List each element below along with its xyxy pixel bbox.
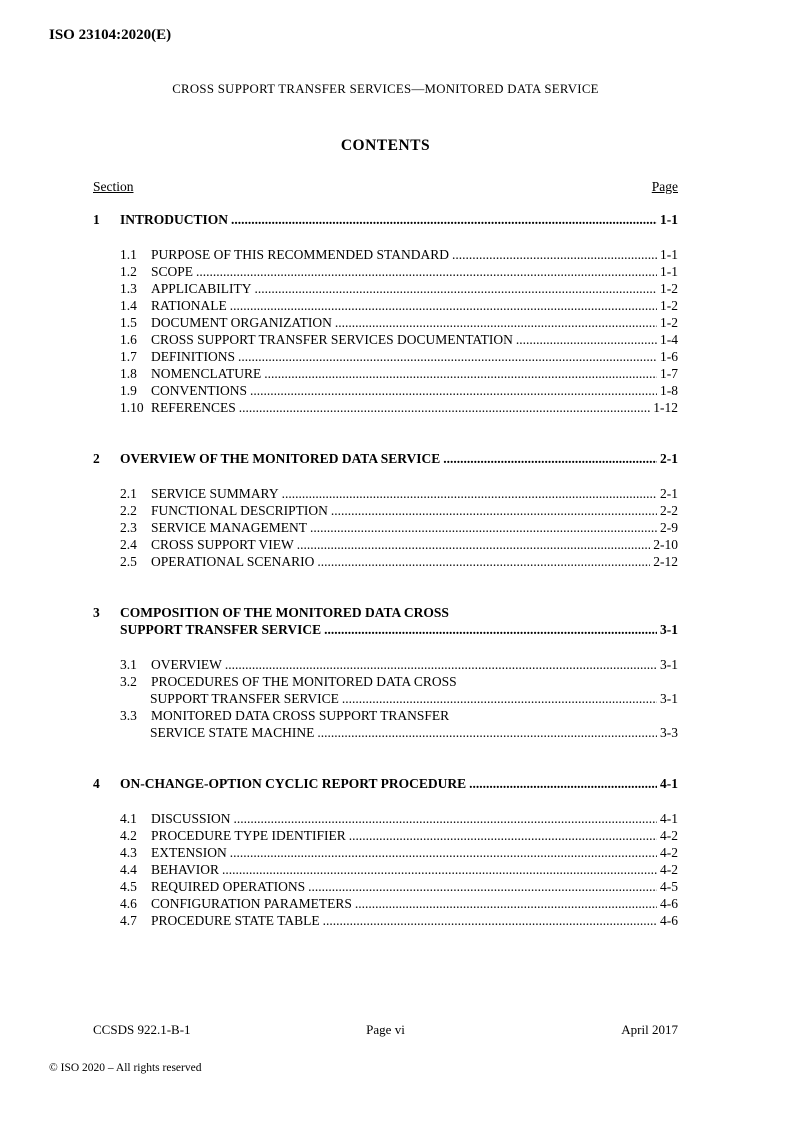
toc-entry-1-2[interactable] — [93, 263, 678, 280]
toc-entry-4-2[interactable] — [93, 827, 678, 844]
toc-entry-title: ON-CHANGE-OPTION CYCLIC REPORT PROCEDURE — [120, 776, 467, 791]
toc-entry-number: 1.8 — [120, 366, 137, 381]
toc-entry-3-2-line1[interactable] — [93, 673, 678, 690]
toc-entry-chapter-2[interactable] — [93, 450, 678, 467]
toc-entry-1-5[interactable] — [93, 314, 678, 331]
toc-entry-page: 1-1 — [660, 264, 678, 279]
toc-entry-page: 4-6 — [660, 896, 678, 911]
toc-entry-chapter-3-line1[interactable] — [93, 604, 678, 621]
table-of-contents — [93, 211, 678, 929]
toc-entry-number: 3.2 — [120, 674, 137, 689]
toc-entry-number: 2.5 — [120, 554, 137, 569]
toc-entry-title: CONVENTIONS — [151, 383, 247, 398]
toc-entry-page: 2-12 — [653, 554, 678, 569]
toc-entry-4-6[interactable] — [93, 895, 678, 912]
dot-leader — [225, 656, 657, 673]
toc-entry-title: DOCUMENT ORGANIZATION — [151, 315, 332, 330]
dot-leader — [323, 912, 657, 929]
toc-entry-page: 2-2 — [660, 503, 678, 518]
dot-leader — [234, 810, 657, 827]
toc-entry-title: PURPOSE OF THIS RECOMMENDED STANDARD — [151, 247, 449, 262]
toc-entry-page: 4-2 — [660, 828, 678, 843]
toc-entry-title: COMPOSITION OF THE MONITORED DATA CROSS — [120, 605, 449, 620]
toc-entry-title: DEFINITIONS — [151, 349, 235, 364]
toc-entry-2-3[interactable] — [93, 519, 678, 536]
toc-entry-1-10[interactable] — [93, 399, 678, 416]
section-label: Section — [93, 179, 134, 194]
toc-entry-page: 2-1 — [660, 486, 678, 501]
toc-entry-1-7[interactable] — [93, 348, 678, 365]
footer-date: April 2017 — [621, 1022, 678, 1037]
toc-entry-title: OVERVIEW — [151, 657, 222, 672]
dot-leader — [250, 382, 657, 399]
page-label: Page — [651, 179, 678, 194]
toc-entry-page: 4-6 — [660, 913, 678, 928]
toc-entry-number: 1 — [93, 212, 100, 227]
toc-entry-page: 1-1 — [660, 247, 678, 262]
toc-entry-chapter-1[interactable] — [93, 211, 678, 228]
toc-entry-number: 1.10 — [120, 400, 144, 415]
toc-entry-title: PROCEDURE TYPE IDENTIFIER — [151, 828, 346, 843]
toc-entry-number: 4.6 — [120, 896, 137, 911]
dot-leader — [355, 895, 657, 912]
dot-leader — [342, 690, 657, 707]
toc-entry-page: 1-2 — [660, 315, 678, 330]
toc-entry-number: 1.4 — [120, 298, 137, 313]
dot-leader — [469, 775, 657, 792]
dot-leader — [230, 297, 657, 314]
toc-entry-2-4[interactable] — [93, 536, 678, 553]
toc-entry-number: 1.5 — [120, 315, 137, 330]
toc-entry-4-7[interactable] — [93, 912, 678, 929]
toc-entry-number: 1.1 — [120, 247, 137, 262]
toc-entry-number: 3 — [93, 605, 100, 620]
toc-entry-title: REQUIRED OPERATIONS — [151, 879, 306, 894]
toc-entry-number: 2 — [93, 451, 100, 466]
toc-entry-page: 1-6 — [660, 349, 678, 364]
toc-entry-page: 1-2 — [660, 298, 678, 313]
toc-entry-page: 1-7 — [660, 366, 678, 381]
toc-entry-title: INTRODUCTION — [120, 212, 229, 227]
toc-entry-number: 4.1 — [120, 811, 137, 826]
dot-leader — [324, 621, 657, 638]
toc-entry-chapter-4[interactable] — [93, 775, 678, 792]
toc-entry-1-3[interactable] — [93, 280, 678, 297]
page-content — [93, 82, 678, 929]
toc-entry-number: 2.4 — [120, 537, 137, 552]
toc-entry-number: 4.7 — [120, 913, 137, 928]
toc-entry-title: PROCEDURE STATE TABLE — [151, 913, 320, 928]
toc-entry-3-3-line1[interactable] — [93, 707, 678, 724]
dot-leader — [255, 280, 658, 297]
dot-leader — [238, 348, 657, 365]
toc-entry-title: FUNCTIONAL DESCRIPTION — [151, 503, 328, 518]
toc-entry-page: 3-1 — [660, 691, 678, 706]
toc-entry-number: 1.6 — [120, 332, 137, 347]
toc-entry-title: PROCEDURES OF THE MONITORED DATA CROSS — [151, 674, 457, 689]
toc-entry-number: 4.4 — [120, 862, 137, 877]
dot-leader — [239, 399, 650, 416]
dot-leader — [231, 211, 657, 228]
toc-entry-2-5[interactable] — [93, 553, 678, 570]
toc-entry-number: 1.9 — [120, 383, 137, 398]
toc-entry-3-1[interactable] — [93, 656, 678, 673]
toc-entry-page: 4-5 — [660, 879, 678, 894]
toc-entry-title: CROSS SUPPORT TRANSFER SERVICES DOCUMENTATION — [151, 332, 513, 347]
toc-entry-title: OVERVIEW OF THE MONITORED DATA SERVICE — [120, 451, 441, 466]
toc-entry-page: 1-1 — [660, 212, 678, 227]
toc-entry-4-3[interactable] — [93, 844, 678, 861]
toc-entry-2-1[interactable] — [93, 485, 678, 502]
toc-entry-number: 3.3 — [120, 708, 137, 723]
toc-entry-2-2[interactable] — [93, 502, 678, 519]
contents-heading: CONTENTS — [340, 137, 431, 154]
toc-entry-number: 4 — [93, 776, 100, 791]
toc-entry-1-9[interactable] — [93, 382, 678, 399]
toc-entry-number: 2.2 — [120, 503, 137, 518]
dot-leader — [317, 724, 657, 741]
dot-leader — [297, 536, 651, 553]
toc-entry-number: 2.3 — [120, 520, 137, 535]
dot-leader — [317, 553, 650, 570]
toc-entry-3-3-line2[interactable] — [93, 724, 678, 741]
dot-leader — [310, 519, 657, 536]
footer-doc-id: CCSDS 922.1-B-1 — [93, 1022, 191, 1037]
toc-entry-title: RATIONALE — [151, 298, 227, 313]
footer-page-number: Page vi — [366, 1022, 405, 1037]
toc-entry-number: 4.5 — [120, 879, 137, 894]
toc-entry-title: BEHAVIOR — [151, 862, 220, 877]
dot-leader — [264, 365, 657, 382]
toc-entry-page: 4-1 — [660, 776, 678, 791]
toc-entry-number: 1.7 — [120, 349, 137, 364]
dot-leader — [331, 502, 657, 519]
dot-leader — [230, 844, 657, 861]
toc-entry-4-1[interactable] — [93, 810, 678, 827]
toc-entry-number: 2.1 — [120, 486, 137, 501]
toc-column-headers — [93, 179, 678, 195]
toc-entry-page: 2-10 — [653, 537, 678, 552]
dot-leader — [222, 861, 657, 878]
dot-leader — [308, 878, 657, 895]
toc-entry-title: CONFIGURATION PARAMETERS — [151, 896, 352, 911]
toc-entry-title: DISCUSSION — [151, 811, 231, 826]
toc-entry-title: REFERENCES — [151, 400, 236, 415]
toc-entry-title: SUPPORT TRANSFER SERVICE — [120, 622, 322, 637]
toc-entry-4-5[interactable] — [93, 878, 678, 895]
toc-entry-number: 3.1 — [120, 657, 137, 672]
toc-entry-title: SERVICE STATE MACHINE — [150, 725, 315, 740]
toc-entry-title: OPERATIONAL SCENARIO — [151, 554, 315, 569]
copyright-notice: © ISO 2020 – All rights reserved — [49, 1062, 202, 1074]
page-footer — [93, 1022, 678, 1038]
toc-entry-title: EXTENSION — [151, 845, 227, 860]
doc-title: CROSS SUPPORT TRANSFER SERVICES—MONITORED DATA SERVICE — [172, 82, 599, 96]
toc-entry-1-4[interactable] — [93, 297, 678, 314]
toc-entry-title: SERVICE SUMMARY — [151, 486, 279, 501]
toc-entry-title: SERVICE MANAGEMENT — [151, 520, 308, 535]
toc-entry-title: SCOPE — [151, 264, 194, 279]
toc-entry-page: 2-1 — [660, 451, 678, 466]
dot-leader — [349, 827, 657, 844]
toc-entry-4-4[interactable] — [93, 861, 678, 878]
toc-entry-page: 1-2 — [660, 281, 678, 296]
toc-entry-1-6[interactable] — [93, 331, 678, 348]
toc-entry-number: 1.3 — [120, 281, 137, 296]
toc-entry-page: 2-9 — [660, 520, 678, 535]
toc-entry-page: 3-1 — [660, 657, 678, 672]
toc-entry-page: 4-1 — [660, 811, 678, 826]
toc-entry-title: SUPPORT TRANSFER SERVICE — [150, 691, 339, 706]
dot-leader — [443, 450, 657, 467]
toc-entry-page: 3-1 — [660, 622, 678, 637]
toc-entry-title: MONITORED DATA CROSS SUPPORT TRANSFER — [151, 708, 450, 723]
dot-leader — [196, 263, 657, 280]
toc-entry-title: NOMENCLATURE — [151, 366, 262, 381]
toc-entry-1-1[interactable] — [93, 246, 678, 263]
toc-entry-page: 1-8 — [660, 383, 678, 398]
dot-leader — [452, 246, 657, 263]
toc-entry-page: 1-12 — [653, 400, 678, 415]
toc-entry-page: 3-3 — [660, 725, 678, 740]
dot-leader — [335, 314, 657, 331]
toc-entry-chapter-3-line2[interactable] — [93, 621, 678, 638]
toc-entry-title: APPLICABILITY — [151, 281, 252, 296]
toc-entry-1-8[interactable] — [93, 365, 678, 382]
dot-leader — [282, 485, 657, 502]
toc-entry-title: CROSS SUPPORT VIEW — [151, 537, 294, 552]
dot-leader — [516, 331, 657, 348]
toc-entry-number: 1.2 — [120, 264, 137, 279]
toc-entry-number: 4.2 — [120, 828, 137, 843]
toc-entry-page: 4-2 — [660, 845, 678, 860]
doc-number: ISO 23104:2020(E) — [49, 27, 172, 43]
toc-entry-3-2-line2[interactable] — [93, 690, 678, 707]
toc-entry-page: 1-4 — [660, 332, 678, 347]
toc-entry-page: 4-2 — [660, 862, 678, 877]
toc-entry-number: 4.3 — [120, 845, 137, 860]
